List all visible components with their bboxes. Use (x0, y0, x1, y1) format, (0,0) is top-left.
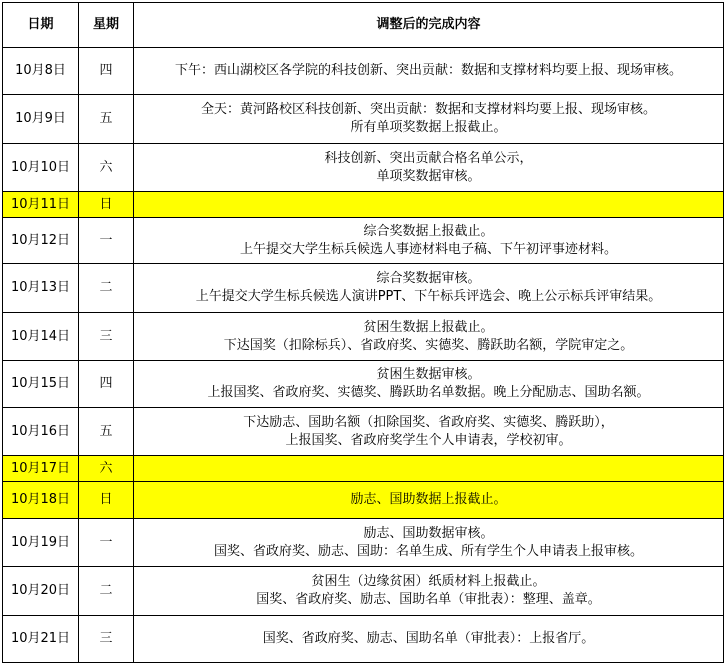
table-row (3, 456, 724, 482)
cell-weekday: 三 (79, 313, 134, 361)
table-row (3, 313, 724, 361)
cell-date: 10月17日 (3, 456, 79, 482)
table-row (3, 616, 724, 663)
cell-weekday: 一 (79, 519, 134, 567)
table-row (3, 192, 724, 218)
cell-content: 全天：黄河路校区科技创新、突出贡献：数据和支撑材料均要上报、现场审核。 所有单项奖数据上报截止。 (134, 95, 724, 144)
cell-weekday: 三 (79, 616, 134, 663)
table-row (3, 144, 724, 192)
cell-date: 10月10日 (3, 144, 79, 192)
cell-date: 10月16日 (3, 408, 79, 456)
cell-date: 10月8日 (3, 48, 79, 95)
cell-weekday: 日 (79, 482, 134, 519)
table-row (3, 519, 724, 567)
cell-content: 贫困生（边缘贫困）纸质材料上报截止。 国奖、省政府奖、励志、国助名单（审批表）：整理、盖章。 (134, 567, 724, 616)
table-row (3, 48, 724, 95)
cell-date: 10月9日 (3, 95, 79, 144)
cell-weekday: 四 (79, 361, 134, 408)
cell-content: 科技创新、突出贡献合格名单公示， 单项奖数据审核。 (134, 144, 724, 192)
cell-content: 贫困生数据上报截止。 下达国奖（扣除标兵）、省政府奖、实德奖、腾跃助名额，学院审定之。 (134, 313, 724, 361)
cell-content: 下午：西山湖校区各学院的科技创新、突出贡献：数据和支撑材料均要上报、现场审核。 (134, 48, 724, 95)
header-row (3, 3, 724, 48)
cell-date: 10月20日 (3, 567, 79, 616)
cell-date: 10月15日 (3, 361, 79, 408)
table-row (3, 482, 724, 519)
cell-date: 10月12日 (3, 218, 79, 264)
cell-content: 综合奖数据上报截止。 上午提交大学生标兵候选人事迹材料电子稿、下午初评事迹材料。 (134, 218, 724, 264)
header-content: 调整后的完成内容 (134, 3, 724, 48)
cell-date: 10月11日 (3, 192, 79, 218)
schedule-table (2, 2, 724, 663)
cell-content: 国奖、省政府奖、励志、国助名单（审批表）：上报省厅。 (134, 616, 724, 663)
cell-content: 贫困生数据审核。 上报国奖、省政府奖、实德奖、腾跃助名单数据。晚上分配励志、国助名额。 (134, 361, 724, 408)
cell-weekday: 五 (79, 408, 134, 456)
header-weekday: 星期 (79, 3, 134, 48)
cell-weekday: 二 (79, 567, 134, 616)
cell-weekday: 六 (79, 456, 134, 482)
table-row (3, 567, 724, 616)
cell-date: 10月19日 (3, 519, 79, 567)
cell-content: 励志、国助数据上报截止。 (134, 482, 724, 519)
cell-date: 10月21日 (3, 616, 79, 663)
cell-content: 励志、国助数据审核。 国奖、省政府奖、励志、国助：名单生成、所有学生个人申请表上报审核。 (134, 519, 724, 567)
cell-weekday: 五 (79, 95, 134, 144)
header-date: 日期 (3, 3, 79, 48)
cell-weekday: 二 (79, 264, 134, 313)
cell-date: 10月18日 (3, 482, 79, 519)
cell-weekday: 六 (79, 144, 134, 192)
table-row (3, 264, 724, 313)
cell-content (134, 456, 724, 482)
cell-weekday: 一 (79, 218, 134, 264)
cell-content: 综合奖数据审核。 上午提交大学生标兵候选人演讲PPT、下午标兵评选会、晚上公示标兵评审结果。 (134, 264, 724, 313)
table-row (3, 361, 724, 408)
table-row (3, 218, 724, 264)
cell-content: 下达励志、国助名额（扣除国奖、省政府奖、实德奖、腾跃助）， 上报国奖、省政府奖学生个人申请表，学校初审。 (134, 408, 724, 456)
cell-date: 10月13日 (3, 264, 79, 313)
cell-weekday: 四 (79, 48, 134, 95)
cell-content (134, 192, 724, 218)
table-row (3, 408, 724, 456)
table-row (3, 95, 724, 144)
cell-weekday: 日 (79, 192, 134, 218)
cell-date: 10月14日 (3, 313, 79, 361)
